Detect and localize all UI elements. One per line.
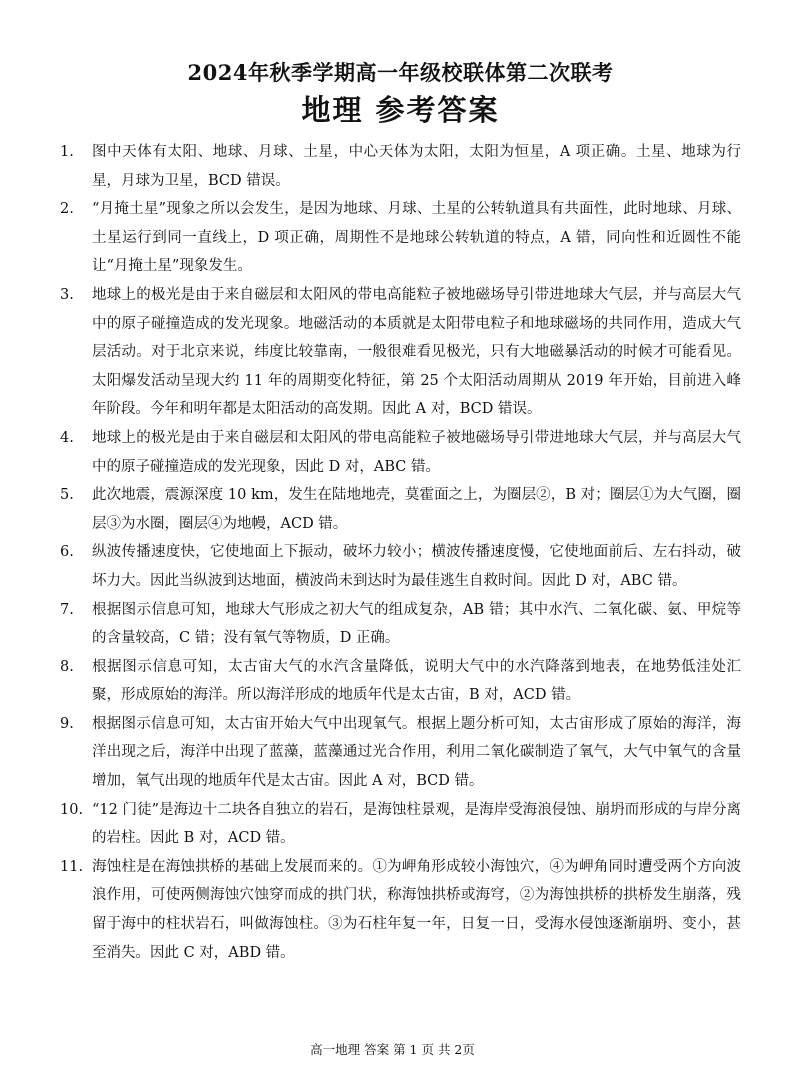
exam-title: 2024年秋季学期高一年级校联体第二次联考 <box>187 60 614 85</box>
answer-number: 4. <box>60 429 74 446</box>
answer-text: 地球上的极光是由于来自磁层和太阳风的带电高能粒子被地磁场导引带进地球大气层，并与高层大气中的原子碰撞造成的发光现象。地磁活动的本质就是太阳带电粒子和地球磁场的共同作用，造成大气层活动。对于北京来说，纬度比较靠南，一般很难看见极光，只有大地磁暴活动的时候才可能看见。太阳爆发活动呈现大约 11 年的周期变化特征，第 25 个太阳活动周期从 2019 年开始，目前进入峰年阶段。今年和明年都是太阳活动的高发期。因此 A 对，BCD 错误。 <box>92 286 741 418</box>
answer-number: 11. <box>60 858 84 875</box>
answer-text: 此次地震，震源深度 10 km，发生在陆地地壳，莫霍面之上，为圈层②，B 对；圈层①为大气圈，圈层③为水圈，圈层④为地幔，ACD 错。 <box>92 487 741 532</box>
answer-item-1 <box>60 138 741 195</box>
answer-text: “月掩土星”现象之所以会发生，是因为地球、月球、土星的公转轨道具有共面性，此时地球、月球、土星运行到同一直线上，D 项正确，周期性不是地球公转轨道的特点，A 错，同向性和近圆性不能让“月掩土星”现象发生。 <box>92 201 741 275</box>
answer-item-4 <box>60 424 741 481</box>
answer-text: 地球上的极光是由于来自磁层和太阳风的带电高能粒子被地磁场导引带进地球大气层，并与高层大气中的原子碰撞造成的发光现象，因此 D 对，ABC 错。 <box>92 429 741 475</box>
answer-text: 纵波传播速度快，它使地面上下振动，破坏力较小；横波传播速度慢，它使地面前后、左右抖动，破坏力大。因此当纵波到达地面，横波尚未到达时为最佳逃生自救时间。因此 D 对，ABC 错。 <box>92 544 741 589</box>
answer-number: 9. <box>60 715 74 732</box>
answer-text: “12 门徒”是海边十二块各自独立的岩石，是海蚀柱景观，是海岸受海浪侵蚀、崩坍而形成的与岸分离的岩柱。因此 B 对，ACD 错。 <box>92 801 741 847</box>
answer-text: 根据图示信息可知，太古宙开始大气中出现氧气。根据上题分析可知，太古宙形成了原始的海洋，海洋出现之后，海洋中出现了蓝藻，蓝藻通过光合作用，利用二氧化碳制造了氧气，大气中氧气的含量增加，氧气出现的地质年代是太古宙。因此 A 对，BCD 错。 <box>92 715 741 790</box>
answer-number: 6. <box>60 544 74 561</box>
answer-item-7 <box>60 596 741 653</box>
answer-number: 1. <box>60 144 74 160</box>
answer-list <box>60 138 741 967</box>
answer-item-9 <box>60 710 741 796</box>
answer-item-3 <box>60 281 741 424</box>
answer-text: 根据图示信息可知，地球大气形成之初大气的组成复杂，AB 错；其中水汽、二氧化碳、氨、甲烷等的含量较高，C 错；没有氧气等物质，D 正确。 <box>92 601 741 647</box>
answer-number: 10. <box>60 801 84 818</box>
answer-item-5 <box>60 481 741 538</box>
answer-item-10 <box>60 796 741 853</box>
page-footer: 高一地理 答案 第 1 页 共 2页 <box>310 1042 475 1057</box>
answer-number: 5. <box>60 487 74 504</box>
answer-item-2 <box>60 195 741 281</box>
answer-item-8 <box>60 653 741 710</box>
answer-text: 海蚀柱是在海蚀拱桥的基础上发展而来的。①为岬角形成较小海蚀穴，④为岬角同时遭受两个方向波浪作用，可使两侧海蚀穴蚀穿而成的拱门状，称海蚀拱桥或海穹，②为海蚀拱桥的拱桥发生崩落，残留于海中的柱状岩石，叫做海蚀柱。③为石柱年复一年，日复一日，受海水侵蚀逐渐崩坍、变小，甚至消失。因此 C 对，ABD 错。 <box>92 858 741 961</box>
answer-number: 8. <box>60 658 74 675</box>
answer-number: 3. <box>60 286 74 303</box>
answer-number: 2. <box>60 201 74 218</box>
answer-key-title: 地理 参考答案 <box>301 93 500 127</box>
answer-text: 根据图示信息可知，太古宙大气的水汽含量降低，说明大气中的水汽降落到地表，在地势低洼处汇聚，形成原始的海洋。所以海洋形成的地质年代是太古宙，B 对，ACD 错。 <box>92 658 741 704</box>
answer-number: 7. <box>60 601 74 618</box>
answer-item-6 <box>60 538 741 595</box>
answer-text: 图中天体有太阳、地球、月球、土星，中心天体为太阳，太阳为恒星，A 项正确。土星、地球为行星，月球为卫星，BCD 错误。 <box>92 144 741 189</box>
answer-item-11 <box>60 853 741 967</box>
